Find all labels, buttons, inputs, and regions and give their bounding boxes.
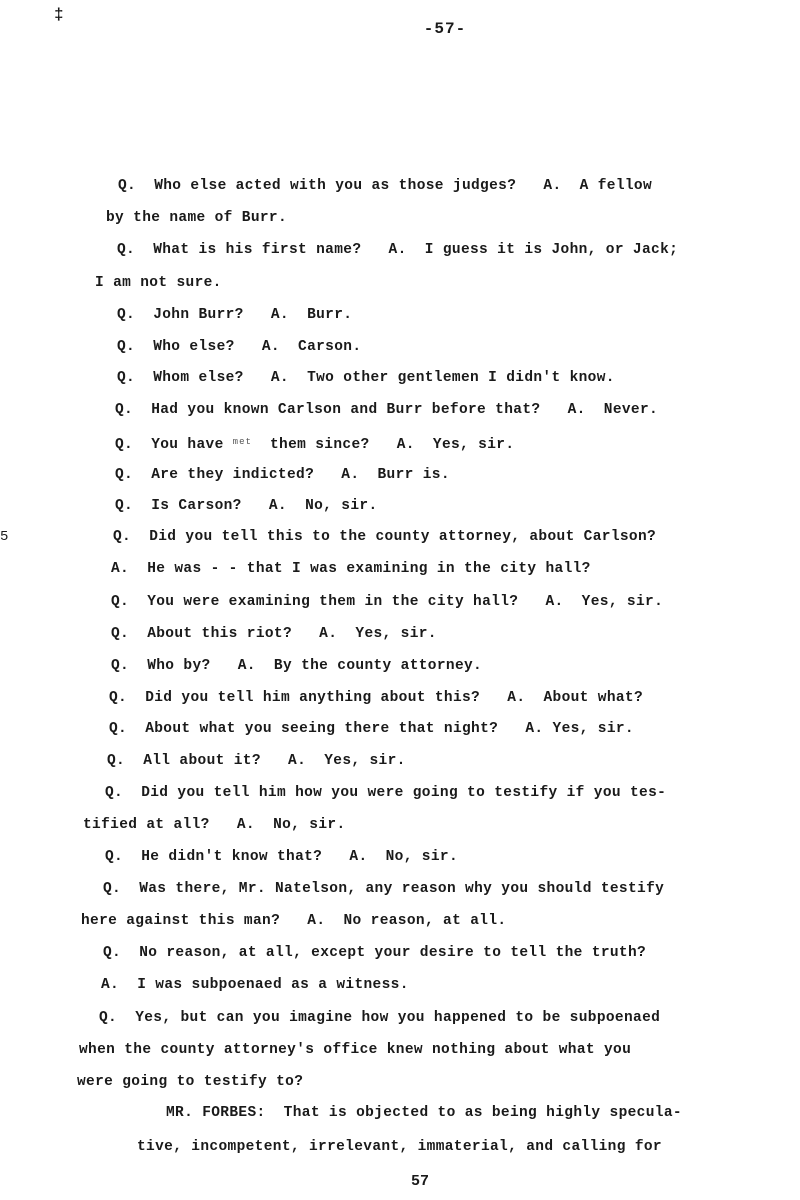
transcript-line: A. I was subpoenaed as a witness. bbox=[101, 977, 409, 993]
transcript-line: tified at all? A. No, sir. bbox=[83, 817, 346, 833]
transcript-line: Q. John Burr? A. Burr. bbox=[117, 307, 353, 323]
corner-mark: ‡ bbox=[54, 6, 64, 24]
transcript-line: Q. About what you seeing there that night? A. Yes, sir. bbox=[109, 721, 634, 737]
transcript-line: Q. Did you tell this to the county attorney, about Carlson? bbox=[113, 529, 657, 545]
transcript-line: Q. You were examining them in the city hall? A. Yes, sir. bbox=[111, 594, 664, 610]
transcript-line: here against this man? A. No reason, at all. bbox=[81, 913, 507, 929]
transcript-line: Q. All about it? A. Yes, sir. bbox=[107, 753, 406, 769]
transcript-line: when the county attorney's office knew nothing about what you bbox=[79, 1042, 632, 1058]
transcript-line: Q. Did you tell him anything about this? A. About what? bbox=[109, 690, 644, 706]
handwritten-annotation: met bbox=[232, 437, 252, 447]
page-number-footer: 57 bbox=[411, 1173, 430, 1190]
transcript-line: I am not sure. bbox=[95, 275, 222, 291]
transcript-line: A. He was - - that I was examining in the city hall? bbox=[111, 561, 591, 577]
page-number-header: -57- bbox=[423, 20, 467, 38]
line-tail: them since? A. Yes, sir. bbox=[251, 437, 515, 453]
transcript-line bbox=[115, 433, 514, 454]
transcript-line: Q. Who by? A. By the county attorney. bbox=[111, 658, 483, 674]
transcript-line: Q. Are they indicted? A. Burr is. bbox=[115, 467, 450, 483]
line-lead: Q. You have bbox=[115, 437, 233, 453]
transcript-line: were going to testify to? bbox=[77, 1074, 304, 1090]
margin-line-number: 5 bbox=[0, 529, 9, 545]
transcript-line: Q. About this riot? A. Yes, sir. bbox=[111, 626, 437, 642]
transcript-line: tive, incompetent, irrelevant, immaterial, and calling for bbox=[137, 1139, 662, 1155]
transcript-line: Q. Did you tell him how you were going to testify if you tes- bbox=[105, 785, 667, 801]
transcript-line: Q. Who else? A. Carson. bbox=[117, 339, 362, 355]
transcript-line: Q. Whom else? A. Two other gentlemen I didn't know. bbox=[117, 370, 615, 386]
transcript-line: Q. Who else acted with you as those judges? A. A fellow bbox=[118, 178, 653, 194]
transcript-line: Q. Yes, but can you imagine how you happened to be subpoenaed bbox=[99, 1010, 661, 1026]
transcript-line: Q. Is Carson? A. No, sir. bbox=[115, 498, 378, 514]
transcript-line: Q. Was there, Mr. Natelson, any reason why you should testify bbox=[103, 881, 665, 897]
transcript-line: Q. Had you known Carlson and Burr before that? A. Never. bbox=[115, 402, 659, 418]
transcript-line: MR. FORBES: That is objected to as being highly specula- bbox=[166, 1105, 682, 1121]
transcript-line: Q. What is his first name? A. I guess it is John, or Jack; bbox=[117, 242, 679, 258]
transcript-line: by the name of Burr. bbox=[106, 210, 288, 226]
transcript-line: Q. He didn't know that? A. No, sir. bbox=[105, 849, 459, 865]
transcript-line: Q. No reason, at all, except your desire to tell the truth? bbox=[103, 945, 647, 961]
